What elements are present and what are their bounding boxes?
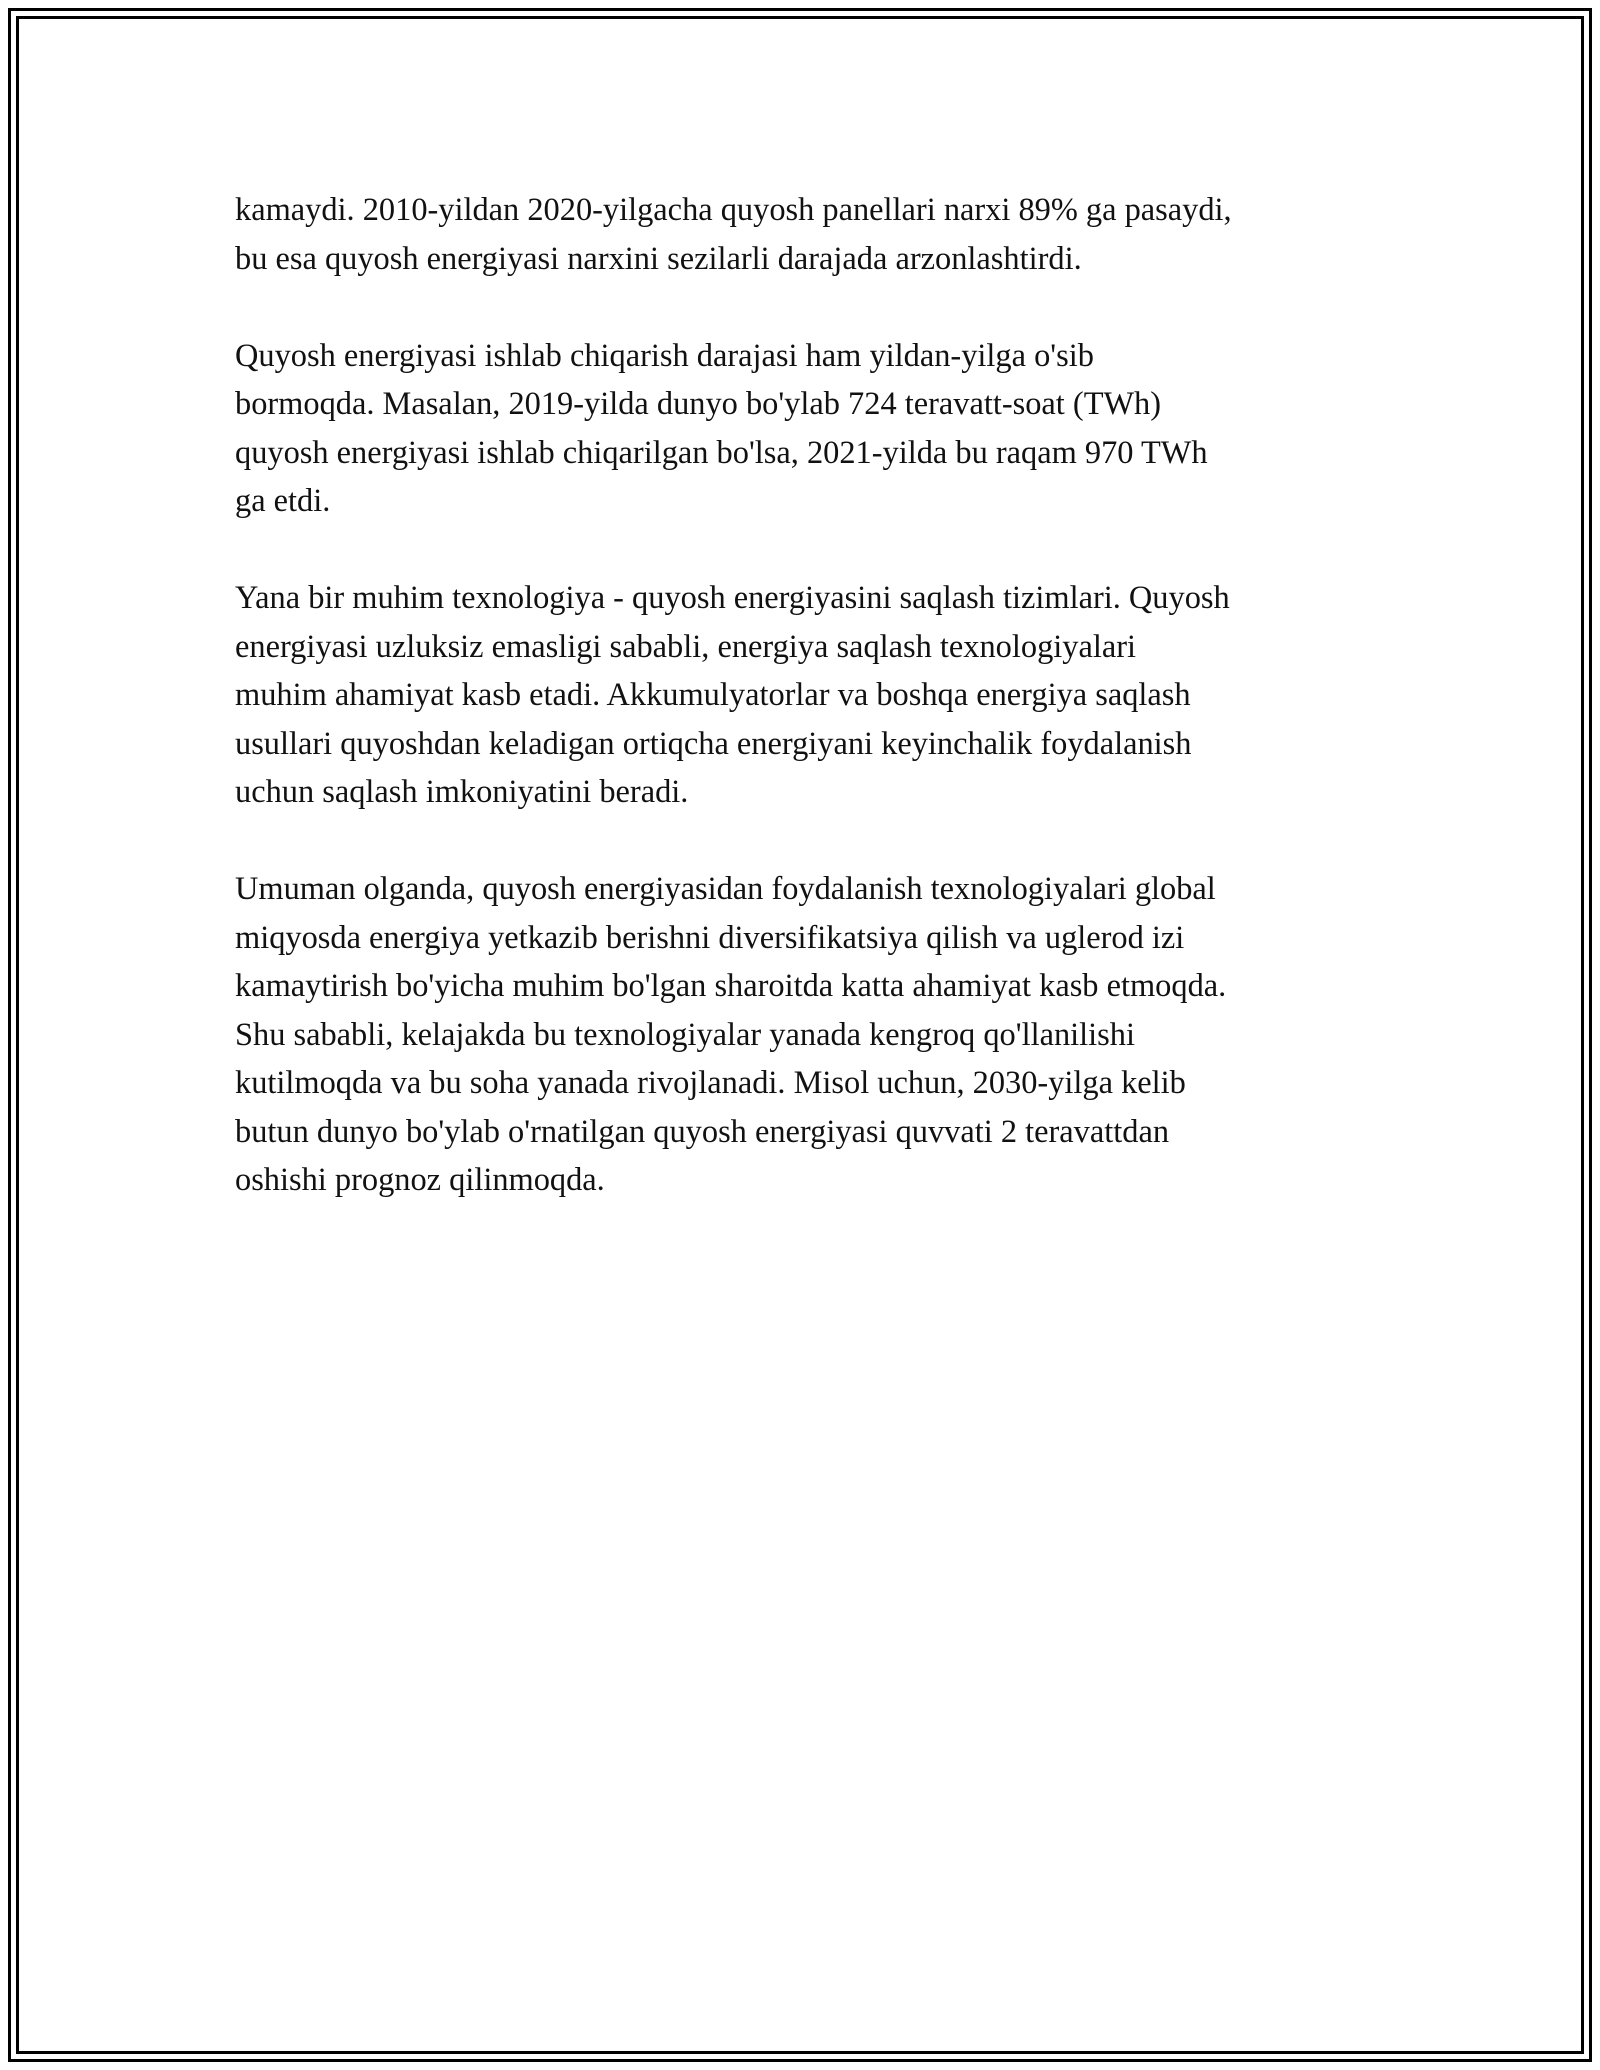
paragraph-storage-systems: Yana bir muhim texnologiya - quyosh energiyasini saqlash tizimlari. Quyosh energiyasi uzluksiz emasligi sababli, energiya saqlash texnologiyalari muhim ahamiyat kasb etadi. Akkumulyatorlar va boshqa energiya saqlash usullari quyoshdan keladigan ortiqcha energiyani keyinchalik foydalanish uchun saqlash imkoniyatini beradi. <box>235 580 1230 810</box>
paragraph-price-decline: kamaydi. 2010-yildan 2020-yilgacha quyosh panellari narxi 89% ga pasaydi, bu esa quyosh energiyasi narxini sezilarli darajada arzonlashtirdi. <box>235 192 1232 277</box>
paragraph-production-growth: Quyosh energiyasi ishlab chiqarish darajasi ham yildan-yilga o'sib bormoqda. Masalan, 2019-yilda dunyo bo'ylab 724 teravatt-soat (TWh) quyosh energiyasi ishlab chiqarilgan bo'lsa, 2021-yilda bu raqam 970 TWh ga etdi. <box>235 337 1208 519</box>
paragraph-conclusion: Umuman olganda, quyosh energiyasidan foydalanish texnologiyalari global miqyosda energiya yetkazib berishni diversifikatsiya qilish va uglerod izi kamaytirish bo'yicha muhim bo'lgan sharoitda katta ahamiyat kasb etmoqda. Shu sababli, kelajakda bu texnologiyalar yanada kengroq qo'llanilishi kutilmoqda va bu soha yanada rivojlanadi. Misol uchun, 2030-yilga kelib butun dunyo bo'ylab o'rnatilgan quyosh energiyasi quvvati 2 teravattdan oshishi prognoz qilinmoqda. <box>235 871 1227 1198</box>
document-body <box>235 186 1375 1253</box>
